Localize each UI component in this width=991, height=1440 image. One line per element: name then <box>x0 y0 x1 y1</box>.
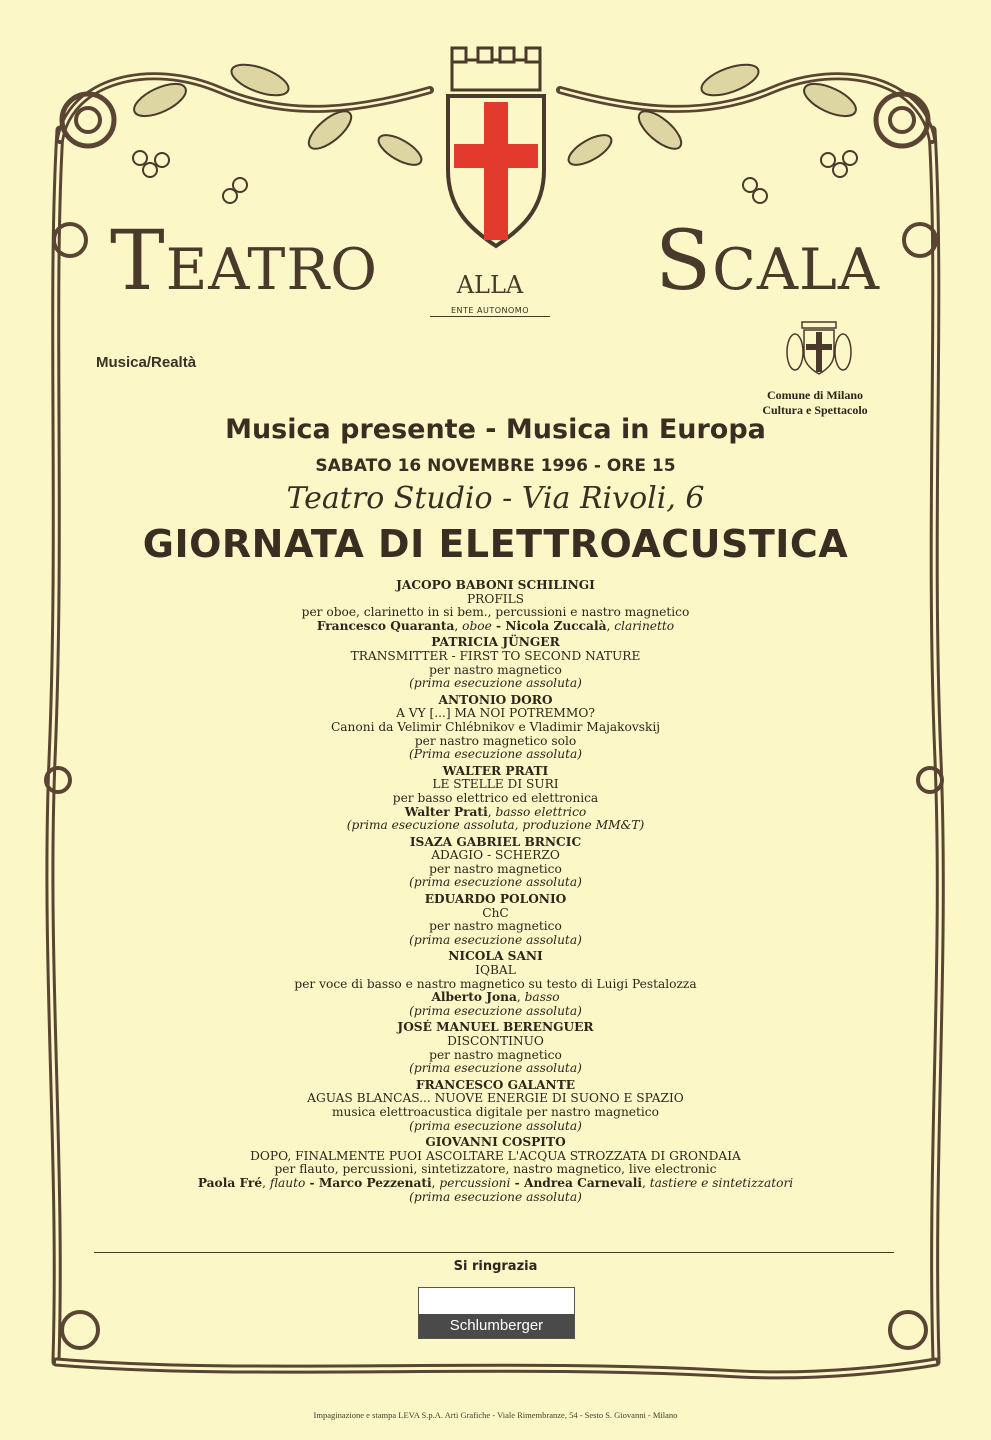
theatre-title <box>90 212 890 322</box>
performer-name: Marco Pezzenati <box>318 1175 432 1190</box>
event-date: SABATO 16 NOVEMBRE 1996 - ORE 15 <box>315 456 676 476</box>
composer-name: FRANCESCO GALANTE <box>415 1077 576 1092</box>
composer-name: NICOLA SANI <box>448 949 543 964</box>
piece-title: A VY [...] MA NOI POTREMMO? <box>396 706 595 721</box>
piece-title: DOPO, FINALMENTE PUOI ASCOLTARE L'ACQUA STROZZATA DI GRONDAIA <box>250 1148 741 1163</box>
program-piece <box>100 836 891 890</box>
performer-role: oboe <box>462 618 492 633</box>
event-title: Musica presente - Musica in Europa <box>225 414 766 445</box>
divider <box>94 1252 894 1253</box>
program-piece <box>100 893 891 947</box>
printer-credit: Impaginazione e stampa LEVA S.p.A. Arti Grafiche - Viale Rimembranze, 54 - Sesto S. Giovanni - Milano <box>313 1410 678 1420</box>
performer-name: Andrea Carnevali <box>523 1175 643 1190</box>
performers <box>100 620 891 634</box>
composer-name: JACOPO BABONI SCHILINGI <box>396 578 595 592</box>
premiere-note: (Prima esecuzione assoluta) <box>408 747 583 762</box>
piece-title: ADAGIO - SCHERZO <box>431 848 560 863</box>
event-venue: Teatro Studio - Via Rivoli, 6 <box>286 481 705 516</box>
performer-comma: , <box>642 1175 650 1190</box>
program-piece <box>100 1021 891 1075</box>
premiere-note: (prima esecuzione assoluta) <box>409 1118 582 1133</box>
program-piece <box>100 636 891 690</box>
performer-comma: , <box>431 1175 440 1190</box>
title-teatro: Teatro <box>110 214 379 309</box>
composer-name: PATRICIA JÜNGER <box>431 635 560 650</box>
performer-name: Paola Fré <box>197 1175 263 1190</box>
premiere-note: (prima esecuzione assoluta) <box>409 676 582 691</box>
piece-detail: per voce di basso e nastro magnetico su testo di Luigi Pestalozza <box>294 976 697 991</box>
performer-name: Walter Prati <box>404 804 488 819</box>
piece-detail: per oboe, clarinetto in si bem., percussioni e nastro magnetico <box>301 605 690 620</box>
piece-detail: per nastro magnetico <box>429 662 562 677</box>
performers <box>100 1177 891 1191</box>
sponsor-name: Schlumberger <box>419 1314 574 1338</box>
performer-role: basso <box>524 990 560 1005</box>
piece-detail: musica elettroacustica digitale per nastro magnetico <box>332 1104 659 1119</box>
performer-name: Nicola Zuccalà <box>505 618 607 633</box>
composer-name: GIOVANNI COSPITO <box>425 1135 566 1150</box>
piece-detail: per nastro magnetico solo <box>414 733 577 748</box>
performer-role: clarinetto <box>614 618 675 633</box>
comune-line1: Comune di Milano <box>766 388 863 402</box>
performer-role: basso elettrico <box>495 804 587 819</box>
piece-detail: per nastro magnetico <box>429 1047 562 1062</box>
performers <box>100 991 891 1005</box>
premiere-note: (prima esecuzione assoluta) <box>409 1061 582 1076</box>
premiere-note: (prima esecuzione assoluta) <box>409 1189 582 1204</box>
piece-detail: per nastro magnetico <box>429 919 562 934</box>
title-alla: alla <box>456 262 524 302</box>
piece-detail: Canoni da Velimir Chlébnikov e Vladimir Majakovskij <box>330 719 661 734</box>
piece-title: ChC <box>482 905 509 920</box>
performer-comma: , <box>606 618 615 633</box>
title-scala: Scala <box>655 214 880 309</box>
performer-separator: - <box>305 1175 319 1190</box>
composer-name: ISAZA GABRIEL BRNCIC <box>409 834 582 849</box>
piece-title: PROFILS <box>466 591 525 606</box>
piece-detail: per flauto, percussioni, sintetizzatore, nastro magnetico, live electronic <box>274 1162 717 1177</box>
performer-comma: , <box>487 804 496 819</box>
piece-title: DISCONTINUO <box>447 1034 544 1048</box>
composer-name: JOSÉ MANUEL BERENGUER <box>397 1020 594 1035</box>
performer-role: percussioni <box>439 1175 511 1190</box>
program-list <box>100 579 891 1207</box>
piece-title: IQBAL <box>475 963 516 978</box>
piece-title: TRANSMITTER - FIRST TO SECOND NATURE <box>350 648 641 663</box>
performer-separator: - <box>510 1175 524 1190</box>
premiere-note: (prima esecuzione assoluta, produzione MM&T) <box>346 818 645 833</box>
performer-comma: , <box>454 618 463 633</box>
thanks-label: Si ringrazia <box>453 1259 538 1274</box>
performer-name: Alberto Jona <box>431 990 517 1005</box>
performer-role: tastiere e sintetizzatori <box>649 1175 794 1190</box>
program-piece <box>100 950 891 1018</box>
program-piece <box>100 765 891 833</box>
program-piece <box>100 694 891 762</box>
premiere-note: (prima esecuzione assoluta) <box>409 875 582 890</box>
title-subtitle: ENTE AUTONOMO <box>430 306 550 317</box>
program-piece <box>100 579 891 633</box>
piece-detail: per nastro magnetico <box>429 861 562 876</box>
performer-comma: , <box>262 1175 270 1190</box>
piece-title: AGUAS BLANCAS... NUOVE ENERGIE DI SUONO E SPAZIO <box>307 1091 684 1106</box>
performers <box>100 806 891 820</box>
piece-detail: per basso elettrico ed elettronica <box>392 790 599 805</box>
composer-name: ANTONIO DORO <box>438 692 553 707</box>
composer-name: WALTER PRATI <box>442 763 549 778</box>
event-name: GIORNATA DI ELETTROACUSTICA <box>142 522 849 566</box>
program-piece <box>100 1079 891 1133</box>
composer-name: EDUARDO POLONIO <box>424 892 567 907</box>
sponsor-logo-top <box>419 1288 574 1314</box>
premiere-note: (prima esecuzione assoluta) <box>409 1003 582 1018</box>
performer-comma: , <box>516 990 525 1005</box>
piece-title: LE STELLE DI SURI <box>432 777 559 792</box>
performer-role: flauto <box>269 1175 306 1190</box>
sponsor-logo <box>418 1287 575 1339</box>
series-label: Musica/Realtà <box>96 354 197 371</box>
comune-line2: Cultura e Spettacolo <box>762 403 868 417</box>
performer-name: Francesco Quaranta <box>316 618 455 633</box>
premiere-note: (prima esecuzione assoluta) <box>409 932 582 947</box>
performer-separator: - <box>491 618 506 633</box>
program-piece <box>100 1136 891 1204</box>
